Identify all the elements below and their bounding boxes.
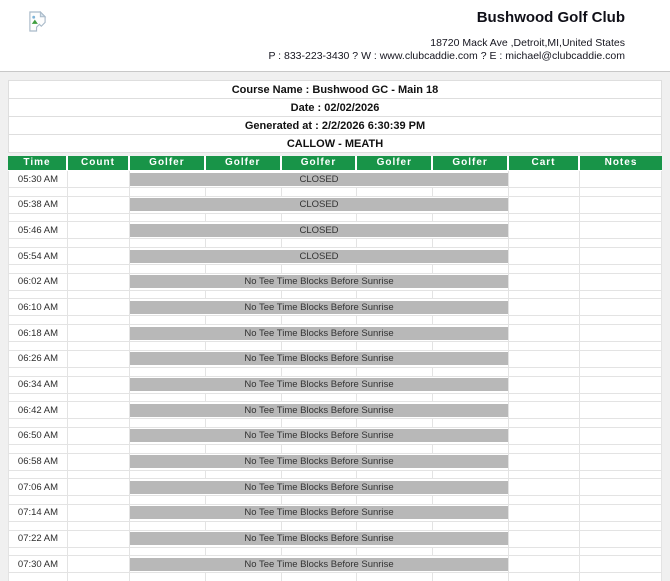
spacer-cell — [580, 239, 662, 248]
status-bar: CLOSED — [130, 224, 508, 237]
column-header-time-0: Time — [8, 156, 68, 170]
spacer-cell — [580, 471, 662, 480]
notes-cell — [580, 248, 662, 265]
spacer-cell — [580, 291, 662, 300]
status-bar: No Tee Time Blocks Before Sunrise — [130, 455, 508, 468]
cart-cell — [509, 274, 580, 291]
status-bar: No Tee Time Blocks Before Sunrise — [130, 275, 508, 288]
generated-at-row: Generated at : 2/2/2026 6:30:39 PM — [8, 117, 662, 135]
cart-cell — [509, 325, 580, 342]
spacer-cell — [206, 573, 282, 581]
spacer-cell — [130, 496, 206, 505]
spacer-cell — [509, 573, 580, 581]
spacer-cell — [130, 291, 206, 300]
status-bar: CLOSED — [130, 250, 508, 263]
spacer-cell — [580, 548, 662, 557]
spacer-cell — [580, 419, 662, 428]
spacer-cell — [206, 445, 282, 454]
time-cell: 07:06 AM — [8, 479, 68, 496]
tee-time-row — [8, 505, 662, 522]
spacer-cell — [68, 214, 130, 223]
spacer-cell — [282, 471, 358, 480]
broken-image-icon — [28, 11, 47, 32]
spacer-cell — [130, 394, 206, 403]
golfer-span-cell — [130, 479, 509, 496]
spacer-cell — [580, 316, 662, 325]
spacer-cell — [433, 291, 509, 300]
spacer-row — [8, 239, 662, 248]
tee-time-row — [8, 351, 662, 368]
spacer-cell — [357, 496, 433, 505]
spacer-row — [8, 471, 662, 480]
notes-cell — [580, 351, 662, 368]
spacer-cell — [509, 214, 580, 223]
spacer-cell — [509, 419, 580, 428]
golfer-span-cell — [130, 299, 509, 316]
spacer-cell — [509, 471, 580, 480]
column-header-golfer-3: Golfer — [206, 156, 282, 170]
spacer-cell — [8, 445, 68, 454]
spacer-cell — [509, 445, 580, 454]
time-cell: 06:42 AM — [8, 402, 68, 419]
spacer-cell — [580, 445, 662, 454]
count-cell — [68, 197, 130, 214]
course-name-row: Course Name : Bushwood GC - Main 18 — [8, 81, 662, 99]
spacer-cell — [433, 368, 509, 377]
spacer-cell — [130, 239, 206, 248]
time-cell: 06:58 AM — [8, 454, 68, 471]
spacer-cell — [68, 316, 130, 325]
spacer-cell — [357, 265, 433, 274]
column-header-cart-7: Cart — [509, 156, 580, 170]
tee-time-row — [8, 531, 662, 548]
spacer-cell — [282, 548, 358, 557]
spacer-cell — [68, 419, 130, 428]
spacer-cell — [206, 316, 282, 325]
spacer-row — [8, 188, 662, 197]
spacer-cell — [68, 291, 130, 300]
time-cell: 05:30 AM — [8, 171, 68, 188]
column-header-golfer-6: Golfer — [433, 156, 509, 170]
spacer-cell — [130, 214, 206, 223]
club-info-block — [268, 9, 625, 63]
spacer-cell — [130, 316, 206, 325]
spacer-cell — [8, 291, 68, 300]
spacer-cell — [357, 368, 433, 377]
tee-table-body — [8, 170, 662, 581]
spacer-cell — [130, 445, 206, 454]
spacer-cell — [206, 188, 282, 197]
count-cell — [68, 351, 130, 368]
spacer-cell — [357, 214, 433, 223]
golfer-span-cell — [130, 325, 509, 342]
spacer-cell — [509, 342, 580, 351]
time-cell: 06:34 AM — [8, 377, 68, 394]
spacer-cell — [68, 265, 130, 274]
spacer-cell — [68, 522, 130, 531]
status-bar: No Tee Time Blocks Before Sunrise — [130, 429, 508, 442]
spacer-cell — [8, 239, 68, 248]
spacer-cell — [206, 291, 282, 300]
column-header-golfer-4: Golfer — [282, 156, 358, 170]
spacer-cell — [206, 522, 282, 531]
spacer-cell — [8, 368, 68, 377]
spacer-cell — [433, 548, 509, 557]
spacer-cell — [130, 573, 206, 581]
spacer-cell — [8, 214, 68, 223]
column-header-golfer-2: Golfer — [130, 156, 206, 170]
spacer-row — [8, 445, 662, 454]
count-cell — [68, 274, 130, 291]
spacer-cell — [433, 214, 509, 223]
notes-cell — [580, 556, 662, 573]
count-cell — [68, 299, 130, 316]
spacer-cell — [206, 214, 282, 223]
spacer-cell — [206, 368, 282, 377]
cart-cell — [509, 248, 580, 265]
count-cell — [68, 428, 130, 445]
spacer-cell — [8, 265, 68, 274]
golfer-span-cell — [130, 274, 509, 291]
spacer-cell — [433, 342, 509, 351]
spacer-cell — [509, 316, 580, 325]
spacer-cell — [357, 239, 433, 248]
spacer-row — [8, 368, 662, 377]
spacer-cell — [580, 342, 662, 351]
spacer-cell — [357, 291, 433, 300]
date-row: Date : 02/02/2026 — [8, 99, 662, 117]
spacer-cell — [68, 342, 130, 351]
spacer-cell — [509, 265, 580, 274]
spacer-cell — [433, 445, 509, 454]
count-cell — [68, 171, 130, 188]
count-cell — [68, 505, 130, 522]
status-bar: No Tee Time Blocks Before Sunrise — [130, 532, 508, 545]
spacer-cell — [68, 239, 130, 248]
time-cell: 07:22 AM — [8, 531, 68, 548]
spacer-cell — [282, 394, 358, 403]
status-bar: No Tee Time Blocks Before Sunrise — [130, 404, 508, 417]
spacer-cell — [68, 548, 130, 557]
spacer-cell — [433, 316, 509, 325]
cart-cell — [509, 299, 580, 316]
tee-time-row — [8, 171, 662, 188]
time-cell: 06:18 AM — [8, 325, 68, 342]
column-header-count-1: Count — [68, 156, 130, 170]
count-cell — [68, 402, 130, 419]
spacer-cell — [206, 342, 282, 351]
spacer-cell — [357, 188, 433, 197]
spacer-cell — [68, 445, 130, 454]
notes-cell — [580, 479, 662, 496]
spacer-cell — [130, 265, 206, 274]
notes-cell — [580, 299, 662, 316]
spacer-row — [8, 522, 662, 531]
spacer-cell — [206, 496, 282, 505]
notes-cell — [580, 197, 662, 214]
spacer-row — [8, 291, 662, 300]
spacer-cell — [357, 394, 433, 403]
spacer-cell — [509, 548, 580, 557]
notes-cell — [580, 428, 662, 445]
spacer-row — [8, 548, 662, 557]
tee-time-row — [8, 454, 662, 471]
spacer-cell — [433, 239, 509, 248]
spacer-row — [8, 419, 662, 428]
spacer-cell — [509, 188, 580, 197]
spacer-cell — [68, 368, 130, 377]
spacer-cell — [357, 471, 433, 480]
tee-time-row — [8, 248, 662, 265]
letterhead — [0, 0, 670, 72]
spacer-cell — [8, 548, 68, 557]
spacer-cell — [433, 188, 509, 197]
spacer-cell — [433, 419, 509, 428]
spacer-cell — [433, 573, 509, 581]
golfer-span-cell — [130, 351, 509, 368]
spacer-cell — [282, 316, 358, 325]
spacer-row — [8, 316, 662, 325]
spacer-cell — [206, 265, 282, 274]
cart-cell — [509, 479, 580, 496]
spacer-cell — [8, 496, 68, 505]
tee-time-row — [8, 325, 662, 342]
column-header-golfer-5: Golfer — [357, 156, 433, 170]
spacer-cell — [206, 548, 282, 557]
spacer-cell — [433, 394, 509, 403]
spacer-cell — [433, 265, 509, 274]
spacer-row — [8, 573, 662, 581]
spacer-row — [8, 214, 662, 223]
spacer-cell — [68, 573, 130, 581]
spacer-cell — [130, 188, 206, 197]
notes-cell — [580, 377, 662, 394]
cart-cell — [509, 377, 580, 394]
notes-cell — [580, 402, 662, 419]
spacer-cell — [8, 316, 68, 325]
spacer-cell — [8, 471, 68, 480]
spacer-cell — [282, 368, 358, 377]
status-bar: No Tee Time Blocks Before Sunrise — [130, 378, 508, 391]
golfer-span-cell — [130, 505, 509, 522]
spacer-cell — [8, 522, 68, 531]
spacer-cell — [282, 239, 358, 248]
spacer-cell — [282, 445, 358, 454]
spacer-cell — [580, 368, 662, 377]
spacer-cell — [580, 496, 662, 505]
column-header-notes-8: Notes — [580, 156, 662, 170]
spacer-cell — [509, 522, 580, 531]
golfer-span-cell — [130, 556, 509, 573]
spacer-cell — [282, 522, 358, 531]
status-bar: No Tee Time Blocks Before Sunrise — [130, 481, 508, 494]
spacer-cell — [357, 342, 433, 351]
time-cell: 06:10 AM — [8, 299, 68, 316]
golfer-span-cell — [130, 248, 509, 265]
golfer-span-cell — [130, 377, 509, 394]
spacer-cell — [206, 419, 282, 428]
spacer-cell — [130, 368, 206, 377]
spacer-cell — [580, 265, 662, 274]
spacer-row — [8, 496, 662, 505]
tee-time-row — [8, 274, 662, 291]
notes-cell — [580, 454, 662, 471]
time-cell: 05:54 AM — [8, 248, 68, 265]
report-content — [0, 72, 670, 581]
cart-cell — [509, 428, 580, 445]
spacer-cell — [68, 394, 130, 403]
cart-cell — [509, 402, 580, 419]
spacer-row — [8, 265, 662, 274]
notes-cell — [580, 274, 662, 291]
spacer-cell — [68, 188, 130, 197]
spacer-cell — [509, 368, 580, 377]
tee-time-row — [8, 402, 662, 419]
spacer-cell — [580, 394, 662, 403]
spacer-cell — [206, 394, 282, 403]
spacer-cell — [282, 291, 358, 300]
cart-cell — [509, 197, 580, 214]
spacer-cell — [8, 342, 68, 351]
status-bar: No Tee Time Blocks Before Sunrise — [130, 327, 508, 340]
time-cell: 05:38 AM — [8, 197, 68, 214]
cart-cell — [509, 222, 580, 239]
time-cell: 06:02 AM — [8, 274, 68, 291]
cart-cell — [509, 505, 580, 522]
spacer-cell — [509, 239, 580, 248]
time-cell: 06:50 AM — [8, 428, 68, 445]
golfer-span-cell — [130, 402, 509, 419]
count-cell — [68, 556, 130, 573]
report-sheet — [8, 80, 662, 581]
golfer-span-cell — [130, 222, 509, 239]
spacer-cell — [580, 188, 662, 197]
time-cell: 07:30 AM — [8, 556, 68, 573]
status-bar: No Tee Time Blocks Before Sunrise — [130, 352, 508, 365]
count-cell — [68, 325, 130, 342]
spacer-cell — [8, 188, 68, 197]
tee-table-header-row — [8, 156, 662, 170]
section-title-row: CALLOW - MEATH — [8, 135, 662, 153]
spacer-cell — [357, 548, 433, 557]
spacer-cell — [357, 445, 433, 454]
tee-time-row — [8, 222, 662, 239]
report-info-table — [8, 80, 662, 153]
tee-time-row — [8, 428, 662, 445]
spacer-cell — [130, 548, 206, 557]
club-contact: P : 833-223-3430 ? W : www.clubcaddie.com ? E : michael@clubcaddie.com — [268, 50, 625, 62]
cart-cell — [509, 351, 580, 368]
status-bar: No Tee Time Blocks Before Sunrise — [130, 301, 508, 314]
cart-cell — [509, 556, 580, 573]
spacer-cell — [282, 265, 358, 274]
spacer-cell — [509, 394, 580, 403]
spacer-cell — [68, 471, 130, 480]
tee-time-row — [8, 377, 662, 394]
spacer-cell — [282, 342, 358, 351]
golfer-span-cell — [130, 454, 509, 471]
cart-cell — [509, 454, 580, 471]
cart-cell — [509, 171, 580, 188]
spacer-cell — [206, 471, 282, 480]
notes-cell — [580, 505, 662, 522]
spacer-cell — [282, 573, 358, 581]
spacer-cell — [8, 394, 68, 403]
status-bar: CLOSED — [130, 173, 508, 186]
notes-cell — [580, 171, 662, 188]
spacer-cell — [68, 496, 130, 505]
spacer-cell — [282, 214, 358, 223]
spacer-cell — [433, 522, 509, 531]
golfer-span-cell — [130, 428, 509, 445]
tee-time-row — [8, 299, 662, 316]
time-cell: 06:26 AM — [8, 351, 68, 368]
spacer-cell — [206, 239, 282, 248]
club-name: Bushwood Golf Club — [476, 9, 625, 26]
spacer-cell — [580, 522, 662, 531]
spacer-cell — [130, 419, 206, 428]
spacer-cell — [130, 342, 206, 351]
spacer-row — [8, 342, 662, 351]
tee-time-row — [8, 556, 662, 573]
golfer-span-cell — [130, 171, 509, 188]
time-cell: 07:14 AM — [8, 505, 68, 522]
status-bar: CLOSED — [130, 198, 508, 211]
spacer-cell — [130, 471, 206, 480]
golfer-span-cell — [130, 197, 509, 214]
time-cell: 05:46 AM — [8, 222, 68, 239]
notes-cell — [580, 222, 662, 239]
spacer-cell — [433, 496, 509, 505]
golfer-span-cell — [130, 531, 509, 548]
spacer-cell — [433, 471, 509, 480]
spacer-cell — [357, 522, 433, 531]
count-cell — [68, 479, 130, 496]
spacer-cell — [8, 573, 68, 581]
spacer-cell — [357, 573, 433, 581]
club-address: 18720 Mack Ave ,Detroit,MI,United States — [430, 37, 625, 49]
spacer-cell — [357, 419, 433, 428]
spacer-cell — [509, 291, 580, 300]
count-cell — [68, 454, 130, 471]
spacer-cell — [282, 188, 358, 197]
notes-cell — [580, 325, 662, 342]
spacer-cell — [509, 496, 580, 505]
spacer-cell — [130, 522, 206, 531]
cart-cell — [509, 531, 580, 548]
spacer-cell — [580, 214, 662, 223]
status-bar: No Tee Time Blocks Before Sunrise — [130, 506, 508, 519]
spacer-cell — [282, 419, 358, 428]
spacer-cell — [357, 316, 433, 325]
tee-time-row — [8, 197, 662, 214]
spacer-row — [8, 394, 662, 403]
tee-time-row — [8, 479, 662, 496]
status-bar: No Tee Time Blocks Before Sunrise — [130, 558, 508, 571]
spacer-cell — [282, 496, 358, 505]
spacer-cell — [8, 419, 68, 428]
count-cell — [68, 377, 130, 394]
notes-cell — [580, 531, 662, 548]
count-cell — [68, 222, 130, 239]
count-cell — [68, 248, 130, 265]
count-cell — [68, 531, 130, 548]
spacer-cell — [580, 573, 662, 581]
